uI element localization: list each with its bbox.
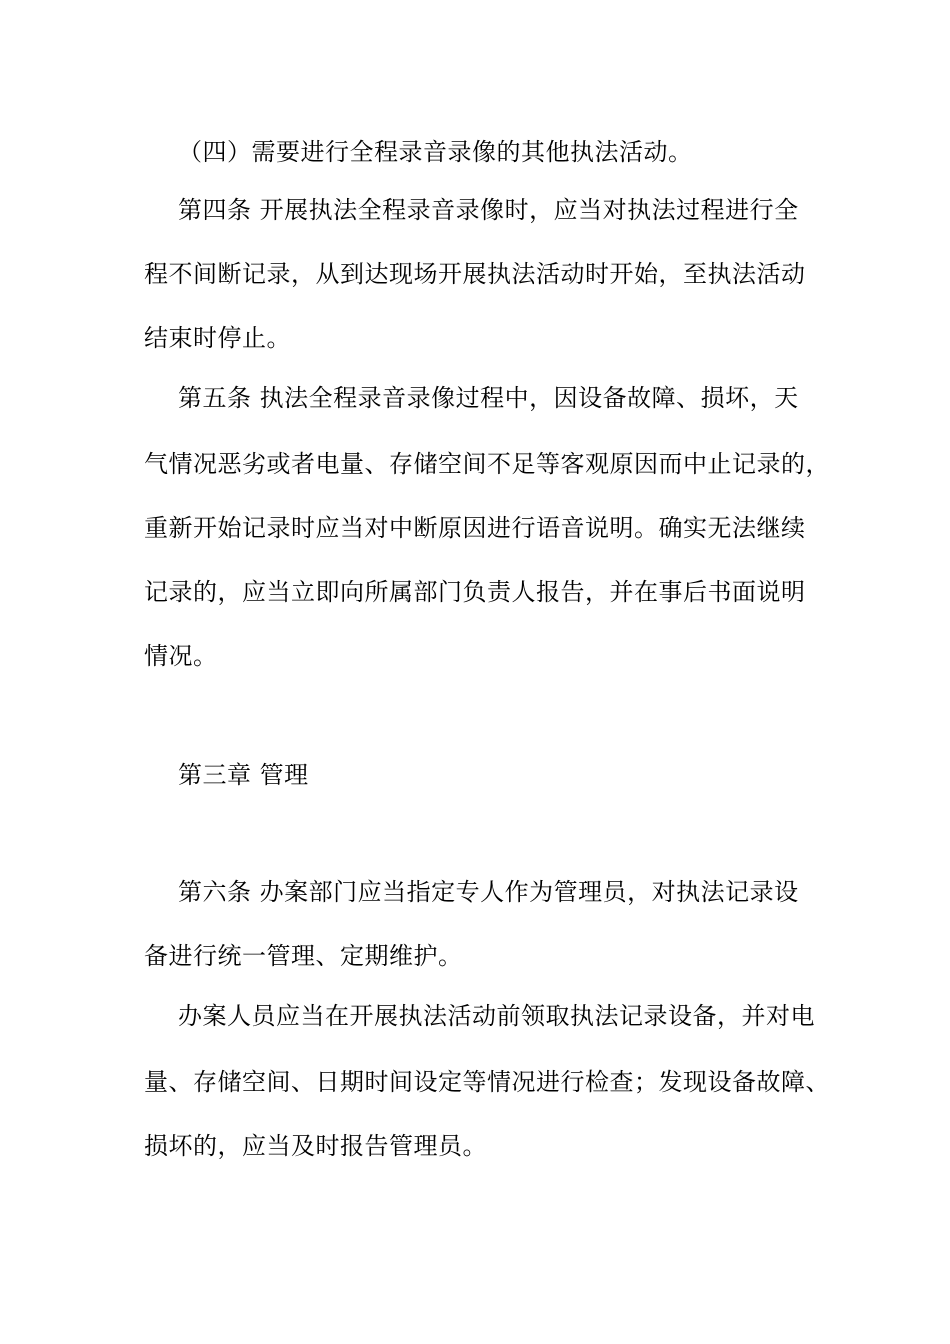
article-five-line-5: 情况。 xyxy=(144,642,218,670)
paragraph-item-four: （四）需要进行全程录音录像的其他执法活动。 xyxy=(178,138,693,166)
article-six-line-2: 备进行统一管理、定期维护。 xyxy=(144,942,463,970)
paragraph-line-1: 办案人员应当在开展执法活动前领取执法记录设备，并对电 xyxy=(178,1002,815,1030)
article-five-line-3: 重新开始记录时应当对中断原因进行语音说明。确实无法继续 xyxy=(144,514,806,542)
paragraph-line-3: 损坏的，应当及时报告管理员。 xyxy=(144,1132,487,1160)
article-five-line-2: 气情况恶劣或者电量、存储空间不足等客观原因而中止记录的， xyxy=(144,450,830,478)
article-four-line-2: 程不间断记录，从到达现场开展执法活动时开始，至执法活动 xyxy=(144,260,806,288)
article-four-line-3: 结束时停止。 xyxy=(144,324,291,352)
article-six-line-1: 第六条 办案部门应当指定专人作为管理员，对执法记录设 xyxy=(178,878,799,906)
article-five-line-4: 记录的，应当立即向所属部门负责人报告，并在事后书面说明 xyxy=(144,578,806,606)
paragraph-line-2: 量、存储空间、日期时间设定等情况进行检查；发现设备故障、 xyxy=(144,1068,830,1096)
chapter-heading: 第三章 管理 xyxy=(178,761,309,789)
article-four-line-1: 第四条 开展执法全程录音录像时，应当对执法过程进行全 xyxy=(178,196,799,224)
article-five-line-1: 第五条 执法全程录音录像过程中，因设备故障、损坏，天 xyxy=(178,384,799,412)
